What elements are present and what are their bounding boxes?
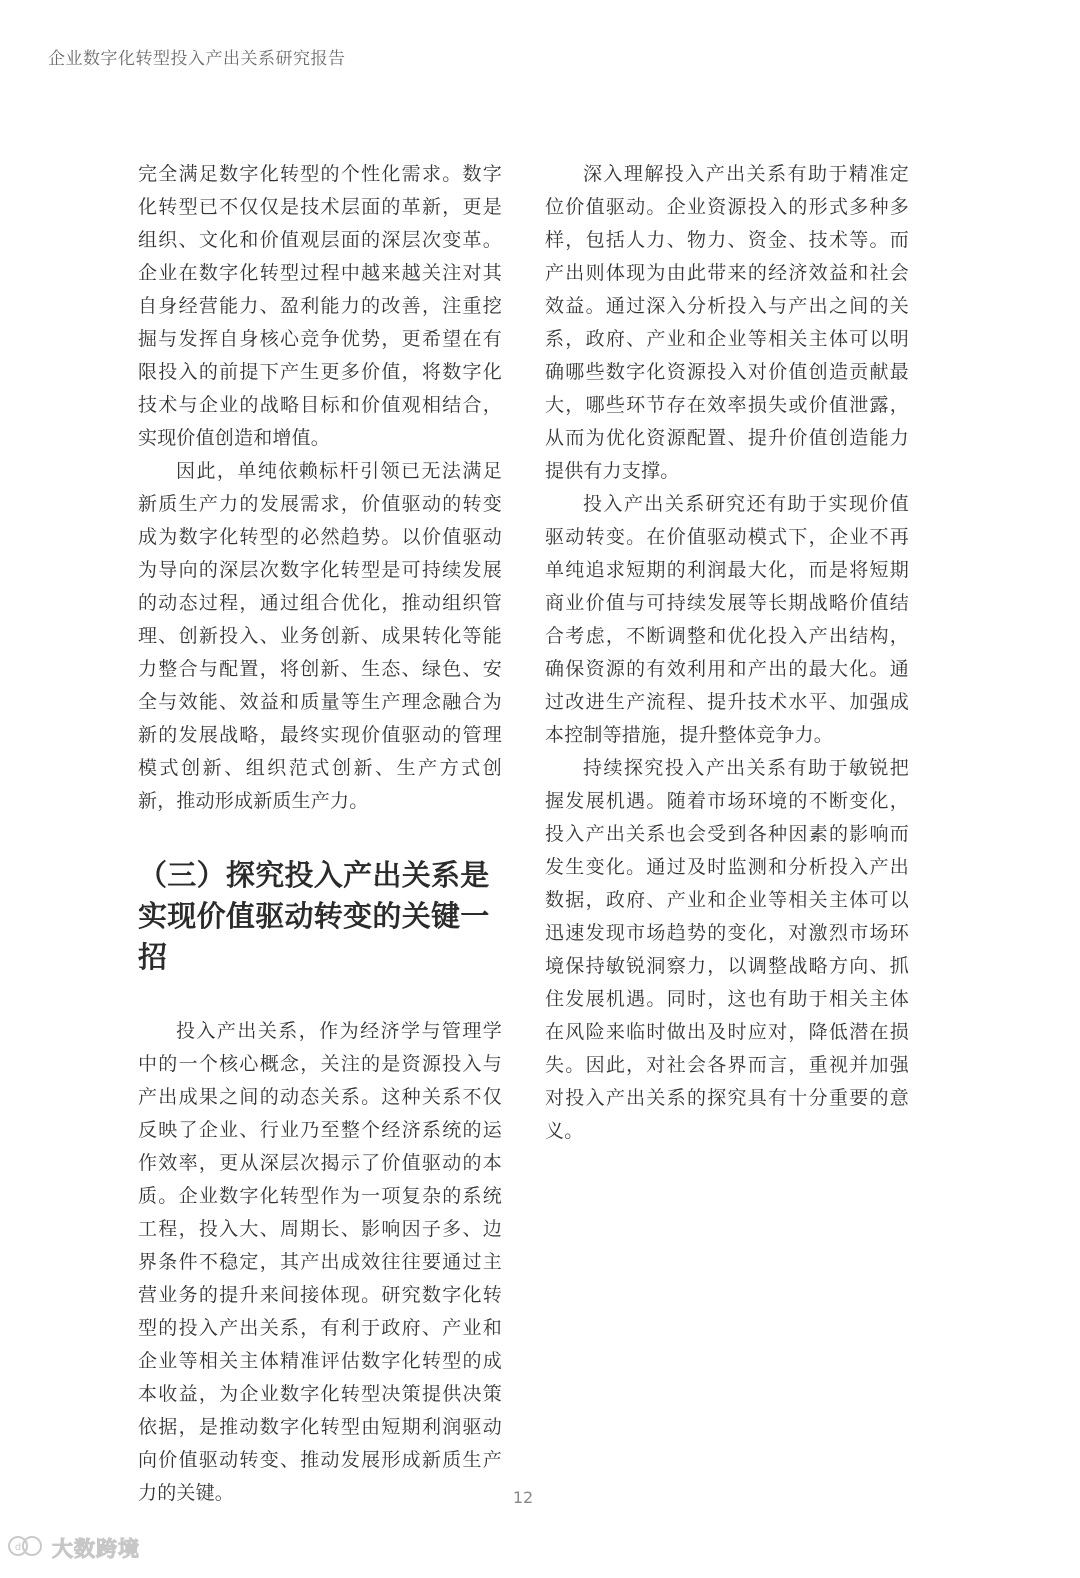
paragraph: 深入理解投入产出关系有助于精准定位价值驱动。企业资源投入的形式多种多样，包括人力、物力、资金、技术等。而产出则体现为由此带来的经济效益和社会效益。通过深入分析投入与产出之间的关系，政府、产业和企业等相关主体可以明确哪些数字化资源投入对价值创造贡献最大，哪些环节存在效率损失或价值泄露，从而为优化资源配置、提升价值创造能力提供有力支撑。: [545, 163, 909, 482]
running-header: 企业数字化转型投入产出关系研究报告: [48, 49, 346, 69]
left-column: [138, 158, 502, 1510]
right-column: [545, 158, 909, 1148]
paragraph: 投入产出关系研究还有助于实现价值驱动转变。在价值驱动模式下，企业不再单纯追求短期的利润最大化，而是将短期商业价值与可持续发展等长期战略价值结合考虑，不断调整和优化投入产出结构，确保资源的有效利用和产出的最大化。通过改进生产流程、提升技术水平、加强成本控制等措施，提升整体竞争力。: [545, 493, 909, 746]
section-heading: （三）探究投入产出关系是实现价值驱动转变的关键一招: [138, 858, 490, 974]
paragraph: 完全满足数字化转型的个性化需求。数字化转型已不仅仅是技术层面的革新，更是组织、文化和价值观层面的深层次变革。企业在数字化转型过程中越来越关注对其自身经营能力、盈利能力的改善，注重挖掘与发挥自身核心竞争优势，更希望在有限投入的前提下产生更多价值，将数字化技术与企业的战略目标和价值观相结合，实现价值创造和增值。: [138, 163, 502, 449]
paragraph: 投入产出关系，作为经济学与管理学中的一个核心概念，关注的是资源投入与产出成果之间的动态关系。这种关系不仅反映了企业、行业乃至整个经济系统的运作效率，更从深层次揭示了价值驱动的本质。企业数字化转型作为一项复杂的系统工程，投入大、周期长、影响因子多、边界条件不稳定，其产出成效往往要通过主营业务的提升来间接体现。研究数字化转型的投入产出关系，有利于政府、产业和企业等相关主体精准评估数字化转型的成本收益，为企业数字化转型决策提供决策依据，是推动数字化转型由短期利润驱动向价值驱动转变、推动发展形成新质生产力的关键。: [138, 1020, 502, 1504]
page-number: 12: [512, 1488, 534, 1507]
watermark: [6, 1533, 140, 1563]
svg-text:d: d: [14, 1542, 22, 1553]
paragraph: 因此，单纯依赖标杆引领已无法满足新质生产力的发展需求，价值驱动的转变成为数字化转型的必然趋势。以价值驱动为导向的深层次数字化转型是可持续发展的动态过程，通过组合优化，推动组织管理、创新投入、业务创新、成果转化等能力整合与配置，将创新、生态、绿色、安全与效能、效益和质量等生产理念融合为新的发展战略，最终实现价值驱动的管理模式创新、组织范式创新、生产方式创新，推动形成新质生产力。: [138, 460, 502, 812]
watermark-text: 大数跨境: [52, 1537, 140, 1561]
paragraph: 持续探究投入产出关系有助于敏锐把握发展机遇。随着市场环境的不断变化，投入产出关系也会受到各种因素的影响而发生变化。通过及时监测和分析投入产出数据，政府、产业和企业等相关主体可以迅速发现市场趋势的变化，对激烈市场环境保持敏锐洞察力，以调整战略方向、抓住发展机遇。同时，这也有助于相关主体在风险来临时做出及时应对，降低潜在损失。因此，对社会各界而言，重视并加强对投入产出关系的探究具有十分重要的意义。: [545, 757, 909, 1142]
logo-icon: [6, 1533, 46, 1563]
